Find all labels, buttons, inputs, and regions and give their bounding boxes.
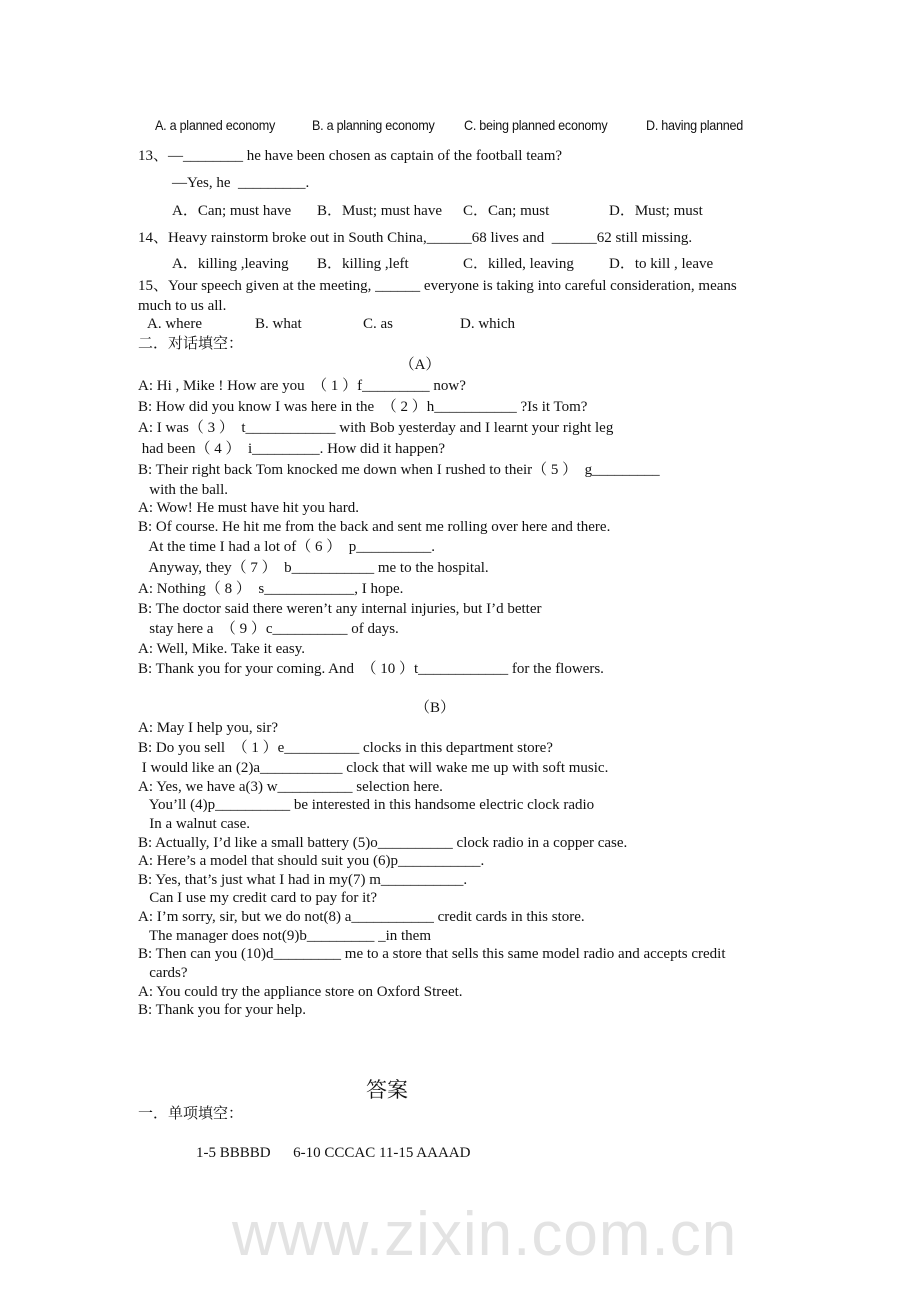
dialog-a-line: At the time I had a lot of（ 6 ） p__________. — [138, 539, 436, 555]
dialog-a-line: B: How did you know I was here in the （ 2 ）h___________ ?Is it Tom? — [138, 399, 588, 415]
answers-title: 答案 — [366, 1078, 408, 1102]
answer-key: 1-5 BBBBD 6-10 CCCAC 11-15 AAAAD — [196, 1145, 471, 1161]
q15-option-d: D. which — [460, 316, 515, 332]
dialog-b-line: B: Yes, that’s just what I had in my(7) m___________. — [138, 872, 468, 888]
dialog-a-line: B: Of course. He hit me from the back and sent me rolling over here and there. — [138, 519, 611, 535]
dialog-b-line: A: Yes, we have a(3) w__________ selection here. — [138, 779, 443, 795]
q12-option-a: A. a planned economy — [155, 117, 275, 133]
q13-option-c: C．Can; must — [463, 203, 550, 219]
dialog-b-line: A: May I help you, sir? — [138, 720, 278, 736]
dialog-a-heading: （A） — [399, 357, 441, 373]
dialog-a-line: A: I was（ 3 ） t____________ with Bob yesterday and I learnt your right leg — [138, 420, 614, 436]
q15-option-c: C. as — [363, 316, 393, 332]
dialog-a-line: A: Nothing（ 8 ） s____________, I hope. — [138, 581, 404, 597]
dialog-a-line: A: Hi , Mike ! How are you （ 1 ）f_________ now? — [138, 378, 466, 394]
dialog-a-line: with the ball. — [138, 482, 228, 498]
q14-option-b: B．killing ,left — [317, 256, 409, 272]
dialog-b-line: A: Here’s a model that should suit you (6)p___________. — [138, 853, 485, 869]
dialog-a-line: had been（ 4 ） i_________. How did it happen? — [138, 441, 446, 457]
dialog-a-line: stay here a （ 9 ）c__________ of days. — [138, 621, 399, 637]
watermark: www.zixin.com.cn — [232, 1200, 738, 1269]
q13-option-a: A．Can; must have — [172, 203, 292, 219]
dialog-b-line: In a walnut case. — [138, 816, 251, 832]
dialog-b-heading: （B） — [414, 700, 455, 716]
dialog-b-line: Can I use my credit card to pay for it? — [138, 890, 378, 906]
q12-option-d: D. having planned — [646, 117, 743, 133]
dialog-b-line: A: I’m sorry, sir, but we do not(8) a___________ credit cards in this store. — [138, 909, 585, 925]
q14-option-c: C．killed, leaving — [463, 256, 574, 272]
q12-option-c: C. being planned economy — [464, 117, 608, 133]
dialog-b-line: cards? — [138, 965, 188, 981]
dialog-b-line: B: Actually, I’d like a small battery (5)o__________ clock radio in a copper case. — [138, 835, 628, 851]
dialog-a-line: A: Well, Mike. Take it easy. — [138, 641, 306, 657]
q12-option-b: B. a planning economy — [312, 117, 435, 133]
dialog-a-line: B: Their right back Tom knocked me down when I rushed to their（ 5 ） g_________ — [138, 462, 660, 478]
q14-option-d: D．to kill , leave — [609, 256, 714, 272]
q15-stem: 15、Your speech given at the meeting, ______ everyone is taking into careful consideration, means — [138, 278, 737, 294]
q14-option-a: A．killing ,leaving — [172, 256, 289, 272]
dialog-b-line: B: Then can you (10)d_________ me to a store that sells this same model radio and accepts credit — [138, 946, 726, 962]
q13-option-d: D．Must; must — [609, 203, 703, 219]
dialog-a-line: Anyway, they（ 7 ） b___________ me to the hospital. — [138, 560, 489, 576]
dialog-b-line: B: Thank you for your help. — [138, 1002, 307, 1018]
q13-option-b: B．Must; must have — [317, 203, 443, 219]
dialog-b-line: A: You could try the appliance store on Oxford Street. — [138, 984, 463, 1000]
q15-stem-cont: much to us all. — [138, 298, 227, 314]
dialog-b-line: B: Do you sell （ 1 ）e__________ clocks in this department store? — [138, 740, 553, 756]
dialog-b-line: You’ll (4)p__________ be interested in this handsome electric clock radio — [138, 797, 595, 813]
q15-option-a: A. where — [147, 316, 202, 332]
dialog-b-line: The manager does not(9)b_________ _in them — [138, 928, 431, 944]
dialog-b-line: I would like an (2)a___________ clock that will wake me up with soft music. — [138, 760, 609, 776]
dialog-a-line: B: Thank you for your coming. And （ 10 ）t____________ for the flowers. — [138, 661, 604, 677]
q15-option-b: B. what — [255, 316, 302, 332]
dialog-a-line: B: The doctor said there weren’t any internal injuries, but I’d better — [138, 601, 542, 617]
q13-stem: 13、—________ he have been chosen as captain of the football team? — [138, 148, 563, 164]
q14-stem: 14、Heavy rainstorm broke out in South China,______68 lives and ______62 still missing. — [138, 230, 693, 246]
section2-title: 二．对话填空： — [138, 336, 244, 352]
dialog-a-line: A: Wow! He must have hit you hard. — [138, 500, 359, 516]
q13-answer-line: —Yes, he _________. — [172, 175, 310, 191]
answers-section1: 一．单项填空： — [138, 1106, 244, 1122]
